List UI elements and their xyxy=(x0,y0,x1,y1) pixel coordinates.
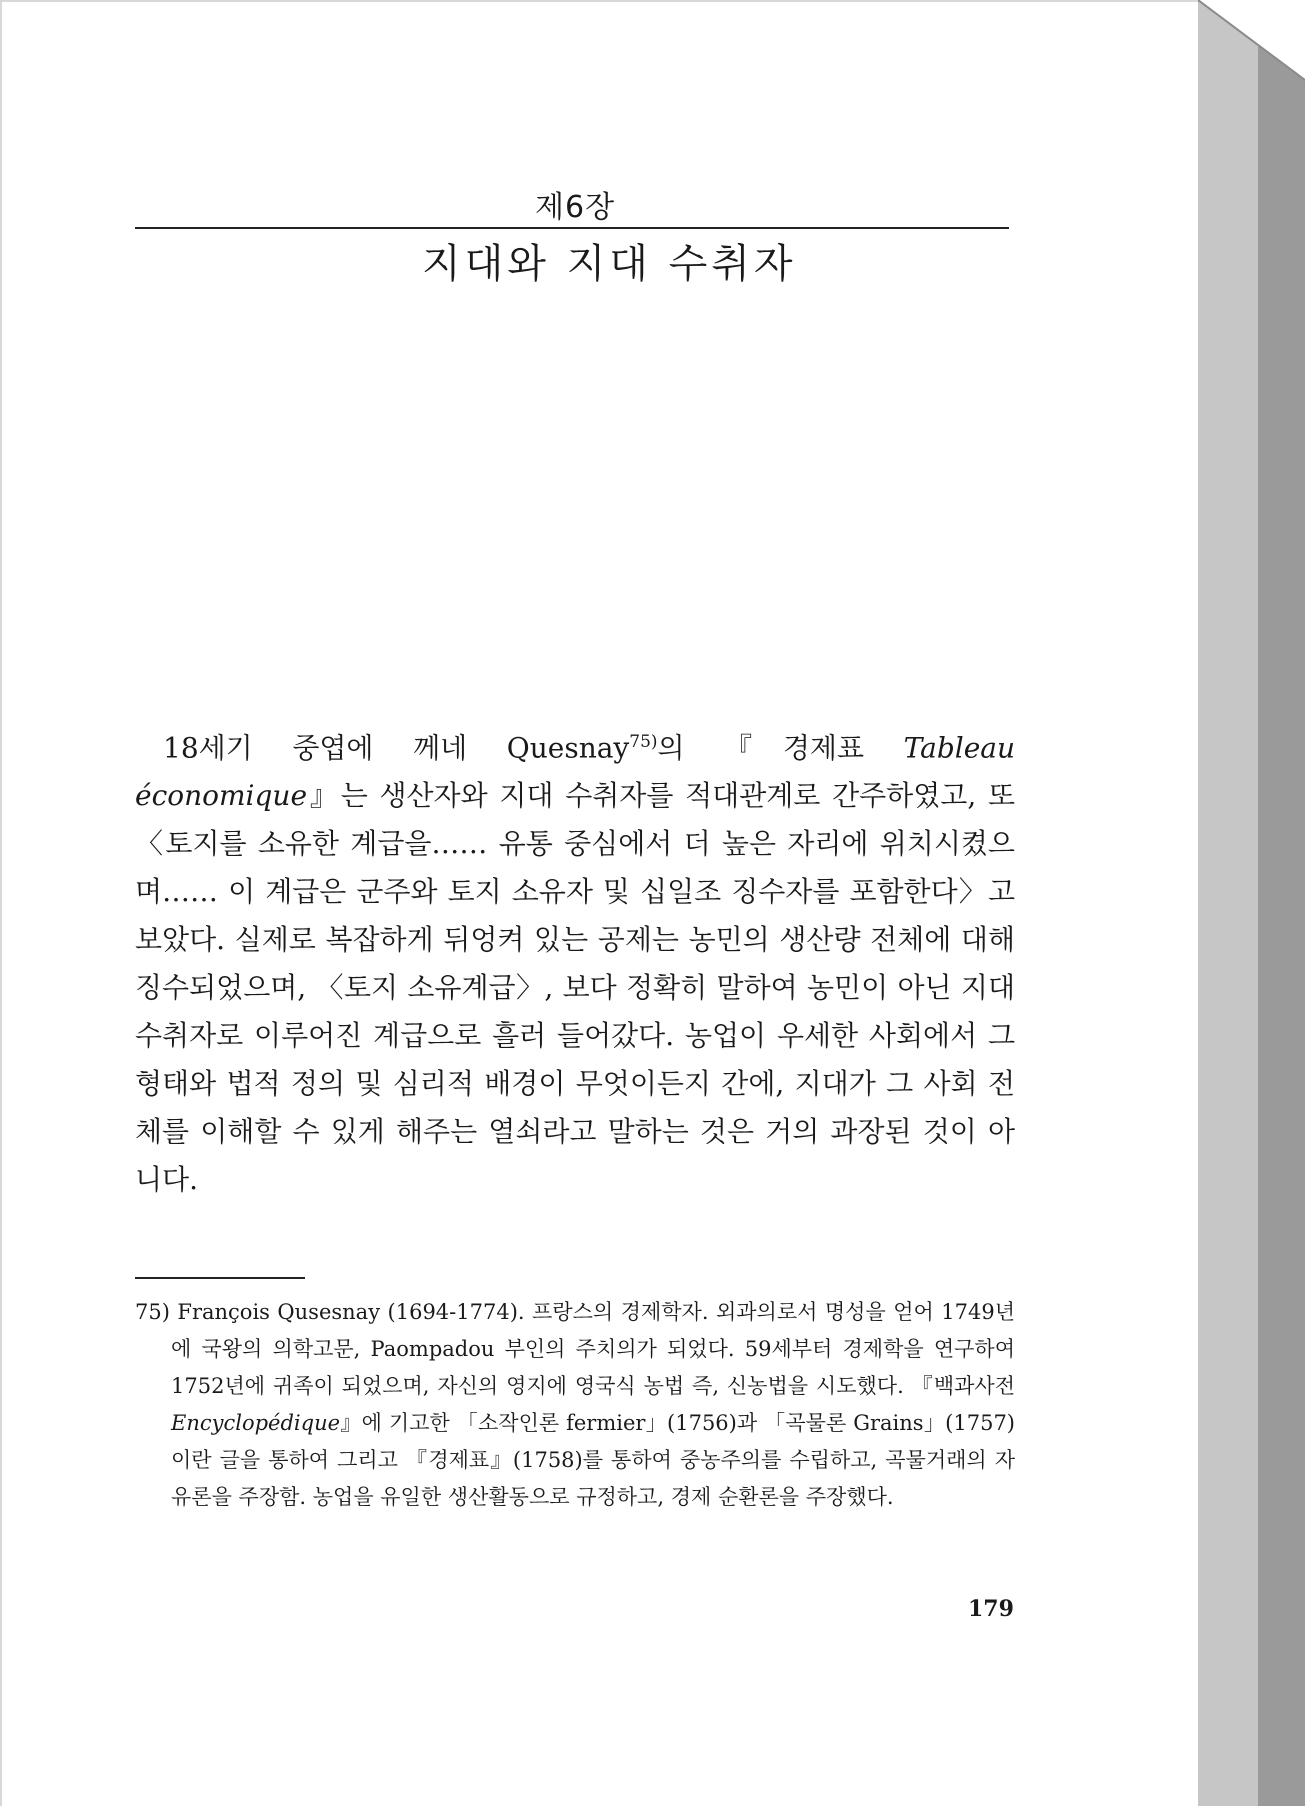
chapter-title: 지대와 지대 수취자 xyxy=(422,241,797,287)
book-edge-shading xyxy=(1198,0,1305,1806)
chapter-rule xyxy=(135,227,1009,229)
work-title: Tableau économique xyxy=(135,731,1015,813)
body-rest: 』는 생산자와 지대 수취자를 적대관계로 간주하였고, 또 〈토지를 소유한 계급을…… 유통 중심에서 더 높은 자리에 위치시켰으며…… 이 계급은 군주와 토지 소유자 및 십일조 징수자를 포함한다〉고 보았다. 실제로 복잡하게 뒤엉켜 있는 공제는 농민의 생산량 전체에 대해 징수되었으며, 〈토지 소유계급〉, 보다 정확히 말하여 농민이 아닌 지대 수취자로 이루어진 계급으로 흘러 들어갔다. 농업이 우세한 사회에서 그 형태와 법적 정의 및 심리적 배경이 무엇이든지 간에, 지대가 그 사회 전체를 이해할 수 있게 해주는 열쇠라고 말하는 것은 거의 과장된 것이 아니다. xyxy=(135,779,1015,1197)
body-paragraph xyxy=(135,718,1015,1204)
body-after-ref: 의 『경제표 xyxy=(657,731,904,765)
footnote-reference: 75) xyxy=(629,732,658,752)
footnote-rule xyxy=(135,1277,305,1279)
footnote-part1: 75) François Qusesnay (1694-1774). 프랑스의 경제학자. 외과의로서 명성을 얻어 1749년에 국왕의 의학고문, Paompadou 부인의 주치의가 되었다. 59세부터 경제학을 연구하여 1752년에 귀족이 되었으며, 자신의 영지에 영국식 농법 즉, 신농법을 시도했다. 『백과사전 xyxy=(135,1300,1015,1398)
page-number: 179 xyxy=(968,1596,1014,1622)
footnote-75 xyxy=(135,1294,1015,1516)
footnote-part2: 』에 기고한 「소작인론 fermier」(1756)과 「곡물론 Grains」(1757)이란 글을 통하여 그리고 『경제표』(1758)를 통하여 중농주의를 수립하고, 곡물거래의 자유론을 주장함. 농업을 유일한 생산활동으로 규정하고, 경제 순환론을 주장했다. xyxy=(171,1411,1015,1509)
chapter-label: 제6장 xyxy=(535,190,616,225)
body-intro: 18세기 중엽에 께네 Quesnay xyxy=(163,731,630,765)
footnote-italic-title: Encyclopédique xyxy=(171,1411,341,1435)
